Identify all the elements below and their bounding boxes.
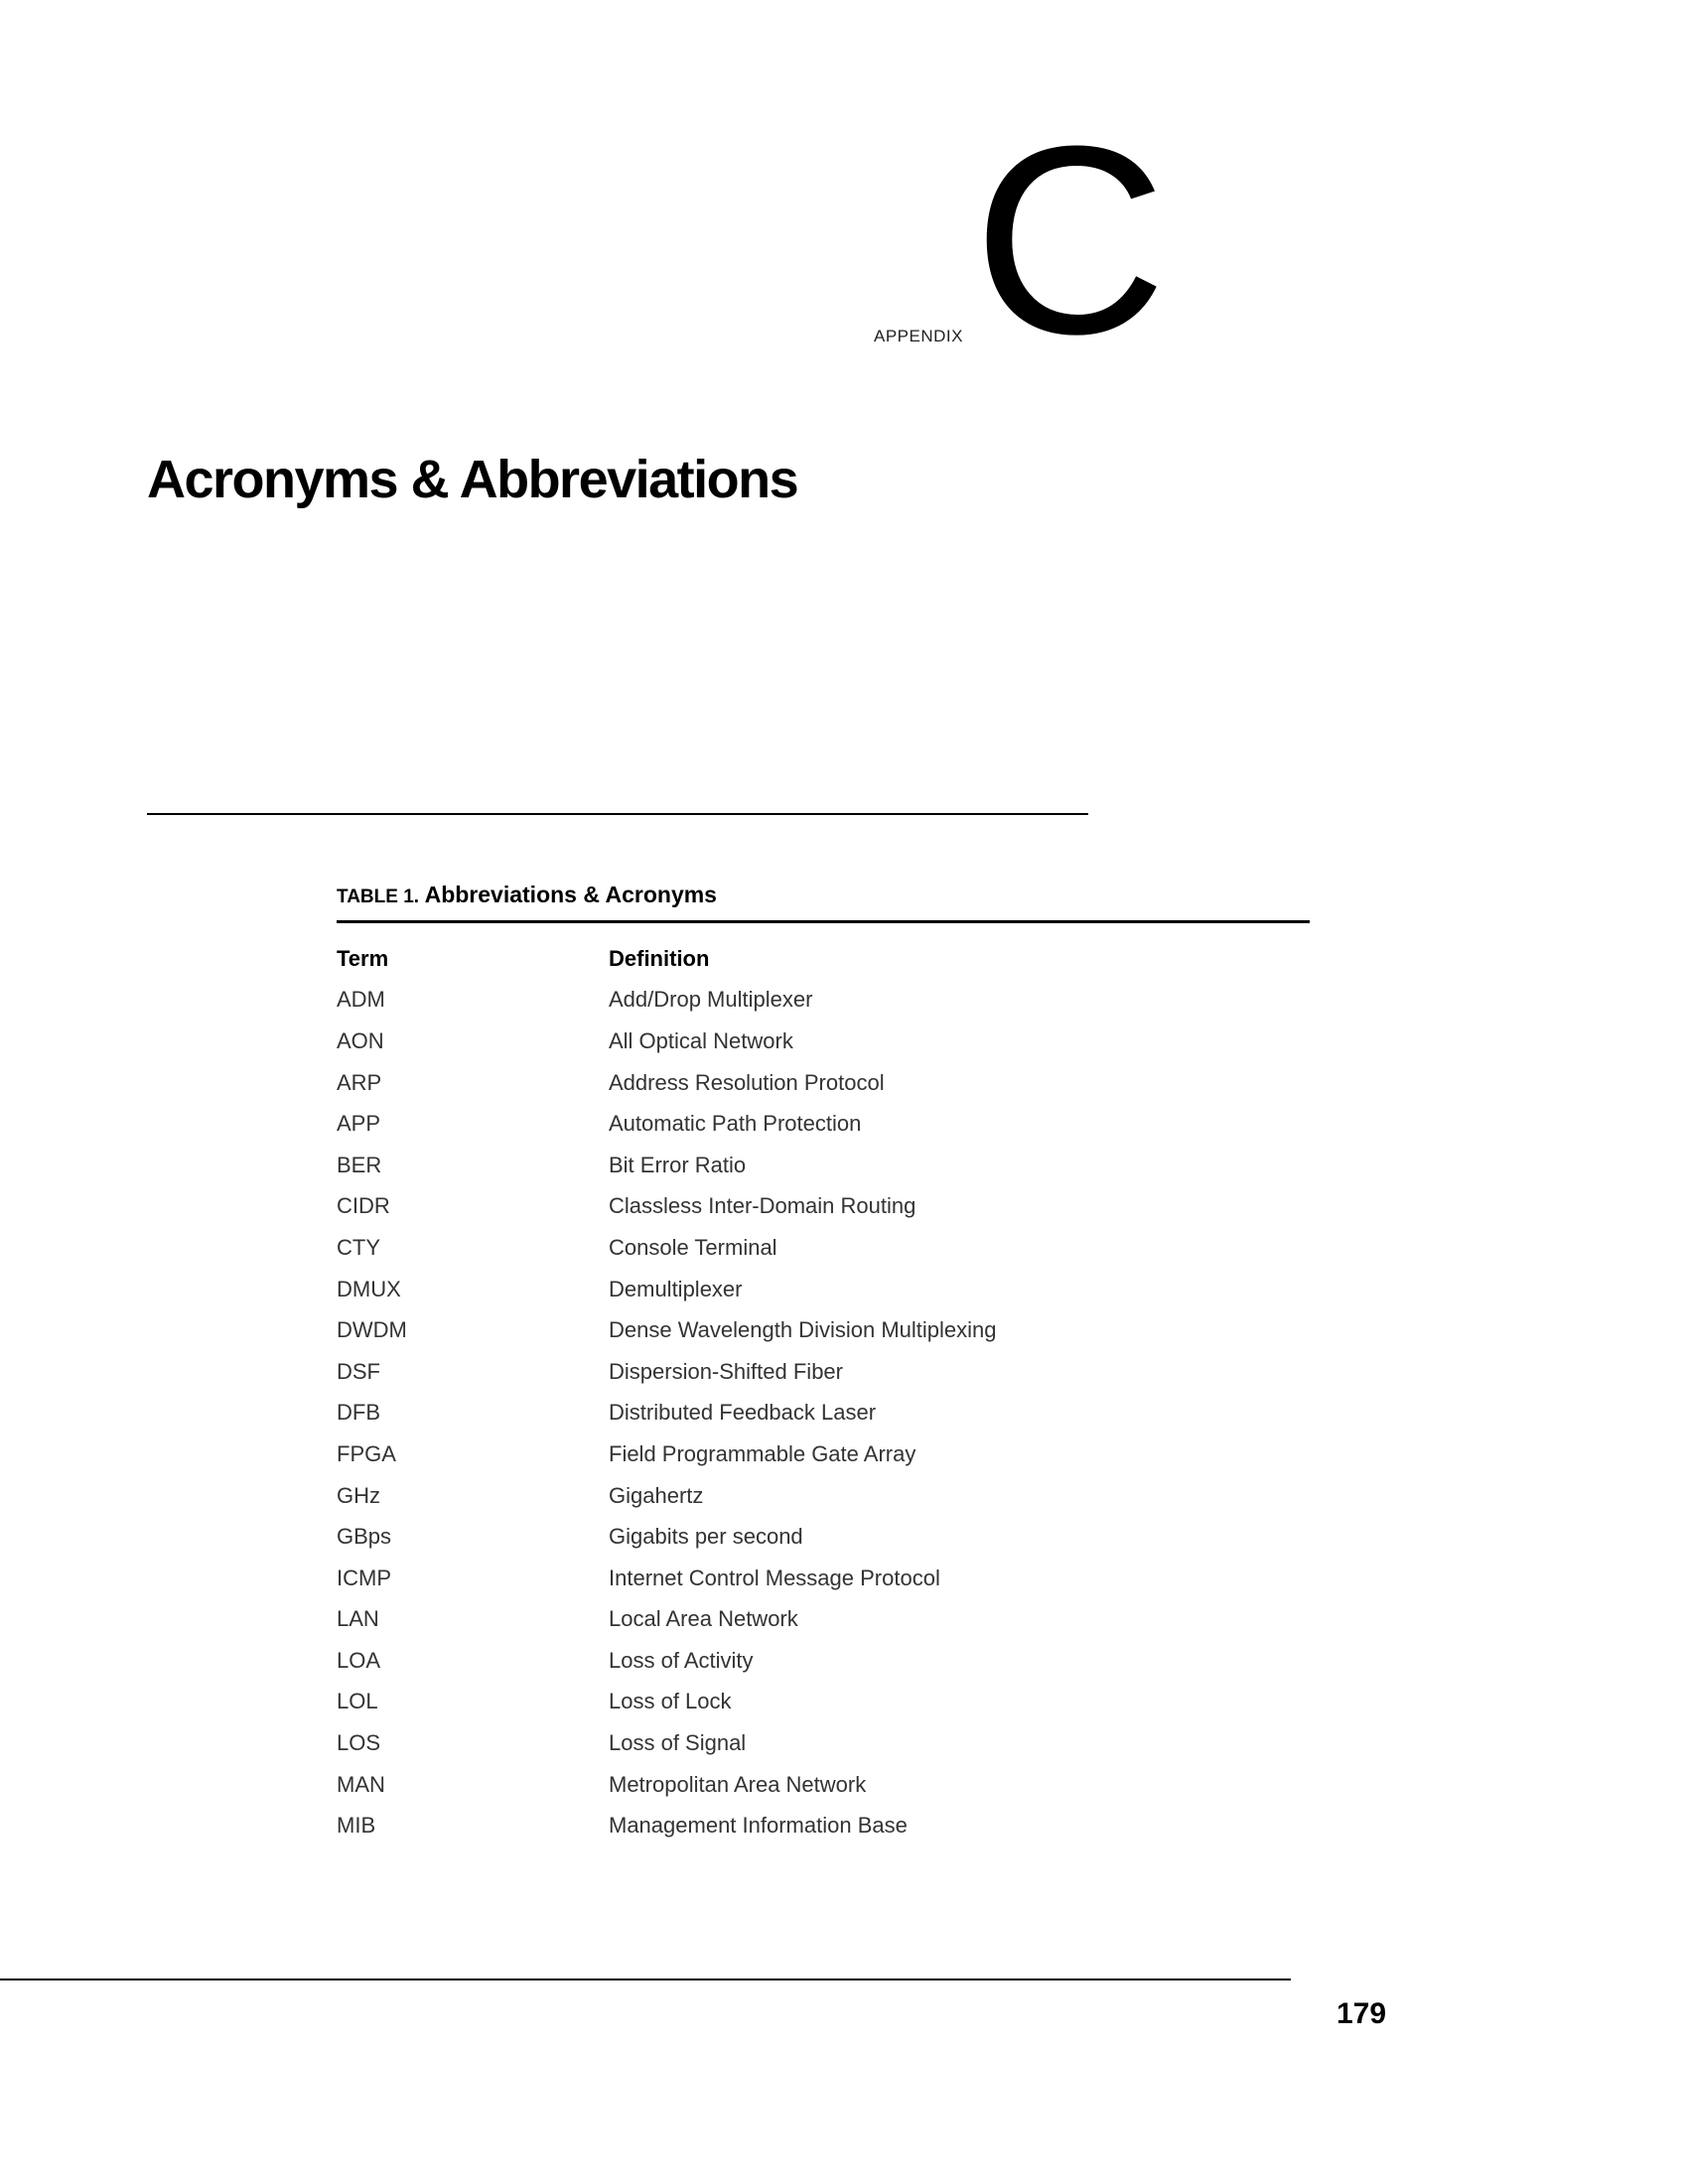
table-row xyxy=(337,1640,1310,1682)
table-row xyxy=(337,1021,1310,1062)
table-caption-label: TABLE 1. xyxy=(337,887,420,907)
term-cell: BER xyxy=(337,1152,382,1177)
term-cell: DSF xyxy=(337,1358,380,1384)
term-cell: MAN xyxy=(337,1771,385,1797)
definition-cell: Local Area Network xyxy=(609,1606,798,1632)
term-cell: DWDM xyxy=(337,1317,407,1343)
term-cell: FPGA xyxy=(337,1440,396,1466)
definition-cell: Gigabits per second xyxy=(609,1524,803,1550)
table-row xyxy=(337,1351,1310,1393)
acronym-table xyxy=(337,938,1310,1846)
table-row xyxy=(337,1475,1310,1517)
chapter-title: Acronyms & Abbreviations xyxy=(147,450,798,509)
term-cell: ARP xyxy=(337,1069,382,1095)
definition-cell: Field Programmable Gate Array xyxy=(609,1440,916,1466)
appendix-label: APPENDIX xyxy=(874,327,963,345)
table-row xyxy=(337,1558,1310,1599)
footer-divider xyxy=(0,1979,1291,1980)
table-caption-title: Abbreviations & Acronyms xyxy=(424,882,717,907)
term-cell: LOA xyxy=(337,1647,381,1673)
table-row xyxy=(337,1309,1310,1351)
page-number: 179 xyxy=(1336,1997,1387,2030)
definition-cell: Distributed Feedback Laser xyxy=(609,1400,877,1426)
table-row xyxy=(337,980,1310,1022)
term-cell: CIDR xyxy=(337,1193,390,1219)
table-row xyxy=(337,1062,1310,1104)
header-definition: Definition xyxy=(609,945,710,971)
term-cell: GBps xyxy=(337,1524,392,1550)
table-row xyxy=(337,1682,1310,1723)
title-divider xyxy=(147,813,1088,815)
term-cell: GHz xyxy=(337,1482,380,1508)
table-row xyxy=(337,1145,1310,1186)
term-cell: AON xyxy=(337,1027,384,1053)
appendix-letter: C xyxy=(973,91,1167,390)
table-row xyxy=(337,1516,1310,1558)
term-cell: LOL xyxy=(337,1689,378,1714)
header-term: Term xyxy=(337,945,389,971)
definition-cell: Loss of Activity xyxy=(609,1647,754,1673)
term-cell: LOS xyxy=(337,1730,381,1756)
definition-cell: Automatic Path Protection xyxy=(609,1111,862,1137)
term-cell: ADM xyxy=(337,987,385,1013)
definition-cell: Demultiplexer xyxy=(609,1276,743,1301)
table-caption xyxy=(337,882,717,908)
definition-cell: Bit Error Ratio xyxy=(609,1152,747,1177)
definition-cell: Dense Wavelength Division Multiplexing xyxy=(609,1317,997,1343)
table-row xyxy=(337,1433,1310,1475)
term-cell: DFB xyxy=(337,1400,380,1426)
definition-cell: Console Terminal xyxy=(609,1234,777,1260)
term-cell: APP xyxy=(337,1111,381,1137)
term-cell: CTY xyxy=(337,1234,380,1260)
table-row xyxy=(337,1722,1310,1764)
table-top-rule xyxy=(337,920,1310,923)
table-header-row xyxy=(337,938,1310,980)
term-cell: MIB xyxy=(337,1813,376,1839)
table-row xyxy=(337,1227,1310,1269)
definition-cell: Loss of Lock xyxy=(609,1689,732,1714)
table-row xyxy=(337,1269,1310,1310)
definition-cell: Internet Control Message Protocol xyxy=(609,1565,940,1590)
definition-cell: Address Resolution Protocol xyxy=(609,1069,885,1095)
table-row xyxy=(337,1599,1310,1641)
table-row xyxy=(337,1393,1310,1434)
definition-cell: All Optical Network xyxy=(609,1027,793,1053)
table-row xyxy=(337,1103,1310,1145)
definition-cell: Management Information Base xyxy=(609,1813,908,1839)
definition-cell: Gigahertz xyxy=(609,1482,704,1508)
definition-cell: Metropolitan Area Network xyxy=(609,1771,867,1797)
definition-cell: Dispersion-Shifted Fiber xyxy=(609,1358,843,1384)
table-row xyxy=(337,1805,1310,1846)
term-cell: DMUX xyxy=(337,1276,401,1301)
table-row xyxy=(337,1764,1310,1806)
definition-cell: Classless Inter-Domain Routing xyxy=(609,1193,916,1219)
table-row xyxy=(337,1186,1310,1228)
definition-cell: Add/Drop Multiplexer xyxy=(609,987,813,1013)
term-cell: LAN xyxy=(337,1606,379,1632)
term-cell: ICMP xyxy=(337,1565,391,1590)
definition-cell: Loss of Signal xyxy=(609,1730,747,1756)
